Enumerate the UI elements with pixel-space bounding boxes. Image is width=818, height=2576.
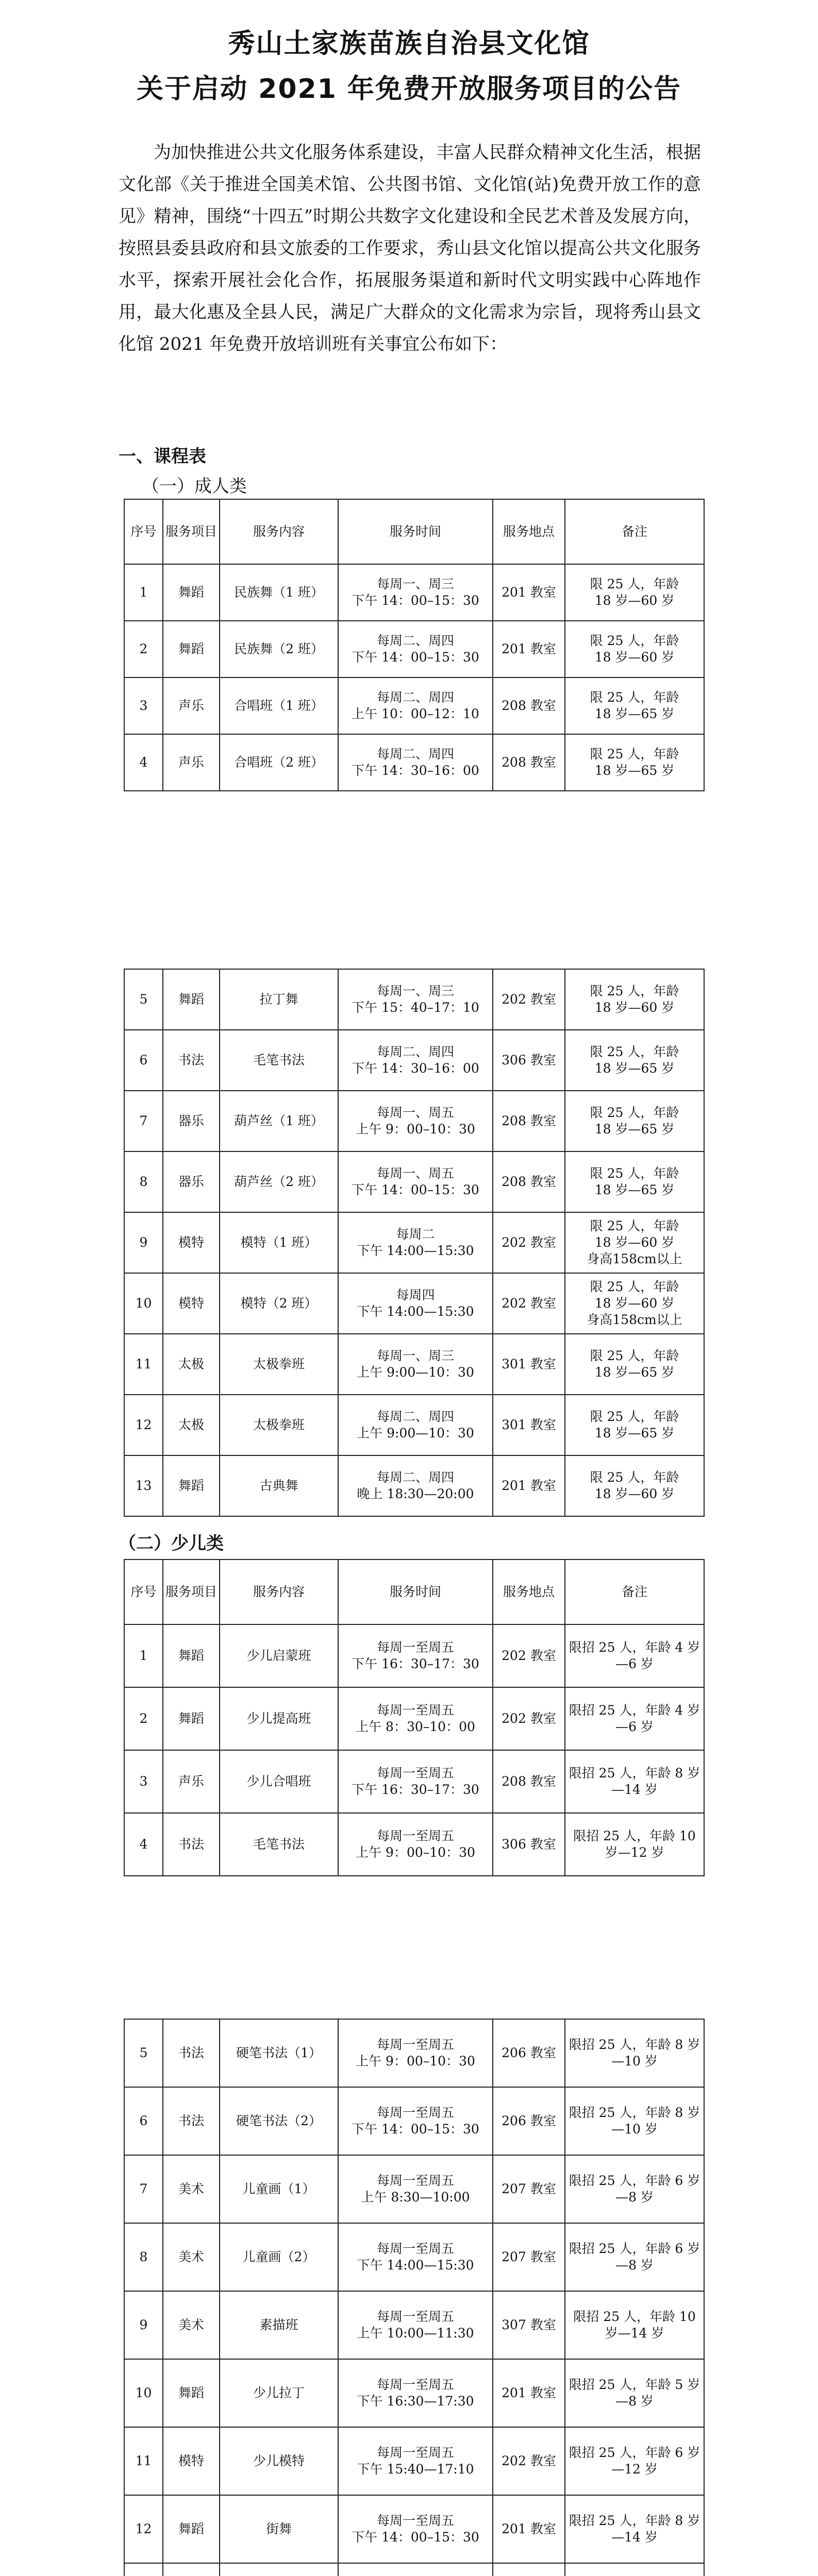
table-row	[124, 677, 704, 734]
cell-col-content: 太极拳班	[220, 1334, 338, 1395]
table-row	[124, 1750, 704, 1813]
cell-col-remark: 限招 25 人，年龄 4 岁—6 岁	[565, 1687, 704, 1750]
cell-col-location: 206 教室	[493, 2087, 565, 2155]
cell-col-location: 202 教室	[493, 2427, 565, 2495]
cell-col-time: 每周一、周五 下午 14：00–15：30	[338, 1151, 493, 1212]
header-col-index: 序号	[124, 1560, 163, 1624]
adult-schedule-table-1	[124, 499, 705, 791]
cell-col-index: 6	[124, 2087, 163, 2155]
table-row	[124, 1455, 704, 1516]
cell-col-project: 舞蹈	[163, 564, 220, 621]
header-col-time: 服务时间	[338, 1560, 493, 1624]
cell-col-location: 202 教室	[493, 969, 565, 1030]
cell-col-content: 少儿模特	[220, 2427, 338, 2495]
cell-col-index: 9	[124, 2291, 163, 2359]
cell-col-time: 每周四 下午 14:00—15:30	[338, 1273, 493, 1334]
cell-col-time: 每周一、周三 下午 14：00–15：30	[338, 564, 493, 621]
cell-col-remark: 限招 25 人，年龄 4 岁—6 岁	[565, 1624, 704, 1687]
cell-col-index: 9	[124, 1212, 163, 1273]
cell-col-remark: 限招 25 人，年龄 8 岁—14 岁	[565, 2495, 704, 2563]
cell-col-remark: 限 25 人，年龄 18 岁—65 岁	[565, 1395, 704, 1455]
cell-col-location: 201 教室	[493, 564, 565, 621]
cell-col-project: 书法	[163, 1030, 220, 1091]
cell-col-project: 书法	[163, 2019, 220, 2087]
table-header-row	[124, 1560, 704, 1624]
cell-col-content: 儿童画（2）	[220, 2223, 338, 2291]
cell-col-index: 5	[124, 2019, 163, 2087]
cell-col-content: 太极拳班	[220, 1395, 338, 1455]
cell-col-project: 声乐	[163, 1750, 220, 1813]
cell-col-time: 每周二、周四 上午 10：00–12：10	[338, 677, 493, 734]
cell-col-remark: 限招 25 人，年龄 8 岁—10 岁	[565, 2019, 704, 2087]
cell-col-content: 合唱班（2 班）	[220, 734, 338, 791]
header-col-index: 序号	[124, 499, 163, 564]
cell-col-time: 每周一至周五 下午 16:30—17:30	[338, 2359, 493, 2427]
cell-col-time: 每周一、周五 上午 9：00–10：30	[338, 1091, 493, 1151]
cell-col-index: 4	[124, 1813, 163, 1876]
cell-col-content: 少儿提高班	[220, 1687, 338, 1750]
cell-col-remark: 限招 25 人，年龄 6 岁—8 岁	[565, 2155, 704, 2223]
cell-col-content: 少儿启蒙班	[220, 1624, 338, 1687]
cell-col-remark: 限 25 人，年龄 18 岁—60 岁 身高158cm以上	[565, 1273, 704, 1334]
table-row	[124, 734, 704, 791]
cell-col-location: 208 教室	[493, 677, 565, 734]
cell-col-index: 3	[124, 1750, 163, 1813]
table-row	[124, 621, 704, 677]
cell-col-location: 307 教室	[493, 2291, 565, 2359]
cell-col-remark: 限 25 人，年龄 18 岁—60 岁	[565, 1455, 704, 1516]
header-col-content: 服务内容	[220, 1560, 338, 1624]
cell-col-index: 10	[124, 1273, 163, 1334]
cell-col-index: 7	[124, 1091, 163, 1151]
cell-col-content: 毛笔书法	[220, 1030, 338, 1091]
cell-col-location: 208 教室	[493, 1151, 565, 1212]
cell-col-remark: 限 25 人，年龄 18 岁—65 岁	[565, 1334, 704, 1395]
cell-col-location	[493, 2563, 565, 2576]
cell-col-project: 舞蹈	[163, 2495, 220, 2563]
child-schedule-table-2	[124, 2019, 705, 2576]
cell-col-location: 306 教室	[493, 1030, 565, 1091]
cell-col-content: 毛笔书法	[220, 1813, 338, 1876]
cell-col-location: 202 教室	[493, 1624, 565, 1687]
cell-col-time: 每周一至周五 下午 14:00—15:30	[338, 2223, 493, 2291]
cell-col-location: 207 教室	[493, 2223, 565, 2291]
cell-col-index: 11	[124, 1334, 163, 1395]
cell-col-remark: 限招 25 人，年龄 6 岁—12 岁	[565, 2427, 704, 2495]
cell-col-time: 每周二、周四 下午 14：30–16：00	[338, 1030, 493, 1091]
cell-col-content: 硬笔书法（2）	[220, 2087, 338, 2155]
cell-col-content: 葫芦丝（2 班）	[220, 1151, 338, 1212]
adult-schedule-table-2	[124, 969, 705, 1517]
cell-col-time: 每周一、周三 上午 9:00—10：30	[338, 1334, 493, 1395]
cell-col-index: 11	[124, 2427, 163, 2495]
header-col-content: 服务内容	[220, 499, 338, 564]
cell-col-time: 每周一至周五 上午 9：00–10：30	[338, 2019, 493, 2087]
table-row	[124, 2155, 704, 2223]
table-row	[124, 969, 704, 1030]
cell-col-project: 器乐	[163, 1151, 220, 1212]
table-row	[124, 1151, 704, 1212]
header-col-remark: 备注	[565, 499, 704, 564]
cell-col-content: 古典舞	[220, 1455, 338, 1516]
cell-col-time	[338, 2563, 493, 2576]
cell-col-project: 美术	[163, 2291, 220, 2359]
table-row	[124, 1030, 704, 1091]
cell-col-project: 舞蹈	[163, 1455, 220, 1516]
cell-col-remark: 限招 25 人，年龄 8 岁—14 岁	[565, 1750, 704, 1813]
cell-col-remark: 限招 25 人，年龄 10 岁—14 岁	[565, 2291, 704, 2359]
cell-col-time: 每周二、周四 下午 14：00–15：30	[338, 621, 493, 677]
cell-col-project: 太极	[163, 1395, 220, 1455]
cell-col-location: 201 教室	[493, 2495, 565, 2563]
cell-col-index: 13	[124, 1455, 163, 1516]
cell-col-project: 舞蹈	[163, 2359, 220, 2427]
cell-col-remark: 限 25 人，年龄 18 岁—60 岁	[565, 969, 704, 1030]
cell-col-time: 每周二 下午 14:00—15:30	[338, 1212, 493, 1273]
cell-col-content: 合唱班（1 班）	[220, 677, 338, 734]
cell-col-index: 8	[124, 1151, 163, 1212]
table-row	[124, 2019, 704, 2087]
cell-col-location: 201 教室	[493, 621, 565, 677]
cell-col-time: 每周一至周五 上午 10:00—11:30	[338, 2291, 493, 2359]
cell-col-project: 舞蹈	[163, 1624, 220, 1687]
table-row	[124, 1091, 704, 1151]
cell-col-project: 舞蹈	[163, 621, 220, 677]
cell-col-time: 每周一至周五 下午 16：30–17：30	[338, 1750, 493, 1813]
cell-col-time: 每周二、周四 晚上 18:30—20:00	[338, 1455, 493, 1516]
header-col-location: 服务地点	[493, 499, 565, 564]
table-row	[124, 1273, 704, 1334]
cell-col-location: 208 教室	[493, 1091, 565, 1151]
cell-col-time: 每周一至周五 下午 16：30–17：30	[338, 1624, 493, 1687]
cell-col-index: 5	[124, 969, 163, 1030]
cell-col-remark: 限 25 人，年龄 18 岁—60 岁	[565, 621, 704, 677]
cell-col-project: 舞蹈	[163, 969, 220, 1030]
cell-col-index: 10	[124, 2359, 163, 2427]
cell-col-content: 模特（2 班）	[220, 1273, 338, 1334]
cell-col-time: 每周一至周五 上午 8：30–10：00	[338, 1687, 493, 1750]
cell-col-time: 每周二、周四 上午 9:00—10：30	[338, 1395, 493, 1455]
notice-title: 关于启动 2021 年免费开放服务项目的公告	[137, 74, 681, 105]
cell-col-index: 8	[124, 2223, 163, 2291]
cell-col-remark: 限招 25 人，年龄 6 岁—8 岁	[565, 2223, 704, 2291]
cell-col-content: 儿童画（1）	[220, 2155, 338, 2223]
cell-col-index	[124, 2563, 163, 2576]
cell-col-location: 207 教室	[493, 2155, 565, 2223]
cell-col-remark: 限 25 人，年龄 18 岁—65 岁	[565, 677, 704, 734]
table-row	[124, 1813, 704, 1876]
cell-col-project: 器乐	[163, 1091, 220, 1151]
cell-col-time: 每周一至周五 下午 14：00–15：30	[338, 2495, 493, 2563]
cell-col-content: 街舞	[220, 2495, 338, 2563]
table-row	[124, 2291, 704, 2359]
cell-col-project: 书法	[163, 2087, 220, 2155]
cell-col-location: 201 教室	[493, 2359, 565, 2427]
cell-col-time: 每周一至周五 下午 15:40—17:10	[338, 2427, 493, 2495]
subheading-adult: （一）成人类	[142, 476, 247, 497]
cell-col-remark: 限招 25 人，年龄 10 岁—12 岁	[565, 1813, 704, 1876]
cell-col-time: 每周一、周三 下午 15：40–17：10	[338, 969, 493, 1030]
table-row	[124, 2427, 704, 2495]
cell-col-index: 12	[124, 2495, 163, 2563]
table-row	[124, 1687, 704, 1750]
cell-col-project: 书法	[163, 1813, 220, 1876]
table-row	[124, 2087, 704, 2155]
cell-col-project: 太极	[163, 1334, 220, 1395]
cell-col-location: 208 教室	[493, 734, 565, 791]
header-col-time: 服务时间	[338, 499, 493, 564]
cell-col-index: 12	[124, 1395, 163, 1455]
cell-col-index: 7	[124, 2155, 163, 2223]
cell-col-project: 模特	[163, 1273, 220, 1334]
cell-col-remark: 限 25 人，年龄 18 岁—60 岁 身高158cm以上	[565, 1212, 704, 1273]
cell-col-content: 民族舞（1 班）	[220, 564, 338, 621]
subheading-child: （二）少儿类	[119, 1533, 224, 1554]
cell-col-content: 硬笔书法（1）	[220, 2019, 338, 2087]
table-row	[124, 1395, 704, 1455]
intro-paragraph: 为加快推进公共文化服务体系建设，丰富人民群众精神文化生活，根据文化部《关于推进全国美术馆、公共图书馆、文化馆(站)免费开放工作的意见》精神，围绕“十四五”时期公共数字文化建设和全民艺术普及发展方向，按照县委县政府和县文旅委的工作要求，秀山县文化馆以提高公共文化服务水平，探索开展社会化合作，拓展服务渠道和新时代文明实践中心阵地作用，最大化惠及全县人民，满足广大群众的文化需求为宗旨，现将秀山县文化馆 2021 年免费开放培训班有关事宜公布如下：	[119, 142, 701, 354]
cell-col-content: 素描班	[220, 2291, 338, 2359]
table-row	[124, 2223, 704, 2291]
cell-col-project: 美术	[163, 2223, 220, 2291]
cell-col-project	[163, 2563, 220, 2576]
cell-col-location: 306 教室	[493, 1813, 565, 1876]
table-row	[124, 1334, 704, 1395]
header-col-remark: 备注	[565, 1560, 704, 1624]
cell-col-location: 201 教室	[493, 1455, 565, 1516]
cell-col-index: 1	[124, 564, 163, 621]
cell-col-location: 202 教室	[493, 1687, 565, 1750]
cell-col-content: 少儿拉丁	[220, 2359, 338, 2427]
cell-col-content: 民族舞（2 班）	[220, 621, 338, 677]
cell-col-remark: 限 25 人，年龄 18 岁—65 岁	[565, 1030, 704, 1091]
table-header-row	[124, 499, 704, 564]
cell-col-remark: 限 25 人，年龄 18 岁—60 岁	[565, 564, 704, 621]
cell-col-location: 202 教室	[493, 1212, 565, 1273]
cell-col-content: 拉丁舞	[220, 969, 338, 1030]
table-row	[124, 564, 704, 621]
table-row	[124, 1624, 704, 1687]
cell-col-time: 每周二、周四 下午 14：30–16：00	[338, 734, 493, 791]
cell-col-location: 208 教室	[493, 1750, 565, 1813]
header-col-project: 服务项目	[163, 499, 220, 564]
cell-col-content: 葫芦丝（1 班）	[220, 1091, 338, 1151]
cell-col-project: 声乐	[163, 677, 220, 734]
cell-col-content: 模特（1 班）	[220, 1212, 338, 1273]
cell-col-time: 每周一至周五 上午 9：00–10：30	[338, 1813, 493, 1876]
cell-col-remark: 限 25 人，年龄 18 岁—65 岁	[565, 734, 704, 791]
cell-col-content	[220, 2563, 338, 2576]
child-schedule-table-1	[124, 1559, 705, 1876]
cell-col-remark: 限 25 人，年龄 18 岁—65 岁	[565, 1151, 704, 1212]
cell-col-index: 2	[124, 621, 163, 677]
cell-col-project: 声乐	[163, 734, 220, 791]
cell-col-location: 202 教室	[493, 1273, 565, 1334]
cell-col-project: 舞蹈	[163, 1687, 220, 1750]
cell-col-index: 3	[124, 677, 163, 734]
cell-col-remark: 限 25 人，年龄 18 岁—65 岁	[565, 1091, 704, 1151]
cell-col-time: 每周一至周五 上午 8:30—10:00	[338, 2155, 493, 2223]
cell-col-location: 301 教室	[493, 1334, 565, 1395]
header-col-location: 服务地点	[493, 1560, 565, 1624]
cell-col-index: 4	[124, 734, 163, 791]
cell-col-location: 301 教室	[493, 1395, 565, 1455]
cell-col-remark: 限招 25 人，年龄 5 岁—8 岁	[565, 2359, 704, 2427]
section-heading-schedule: 一、课程表	[119, 446, 206, 467]
cell-col-remark	[565, 2563, 704, 2576]
cell-col-project: 模特	[163, 1212, 220, 1273]
cell-col-project: 美术	[163, 2155, 220, 2223]
cell-col-index: 2	[124, 1687, 163, 1750]
table-row	[124, 1212, 704, 1273]
table-row	[124, 2495, 704, 2563]
table-row	[124, 2563, 704, 2576]
table-row	[124, 2359, 704, 2427]
cell-col-time: 每周一至周五 下午 14：00–15：30	[338, 2087, 493, 2155]
cell-col-index: 6	[124, 1030, 163, 1091]
cell-col-location: 206 教室	[493, 2019, 565, 2087]
header-col-project: 服务项目	[163, 1560, 220, 1624]
cell-col-content: 少儿合唱班	[220, 1750, 338, 1813]
cell-col-project: 模特	[163, 2427, 220, 2495]
cell-col-remark: 限招 25 人，年龄 8 岁—10 岁	[565, 2087, 704, 2155]
cell-col-index: 1	[124, 1624, 163, 1687]
org-title: 秀山土家族苗族自治县文化馆	[228, 28, 590, 59]
